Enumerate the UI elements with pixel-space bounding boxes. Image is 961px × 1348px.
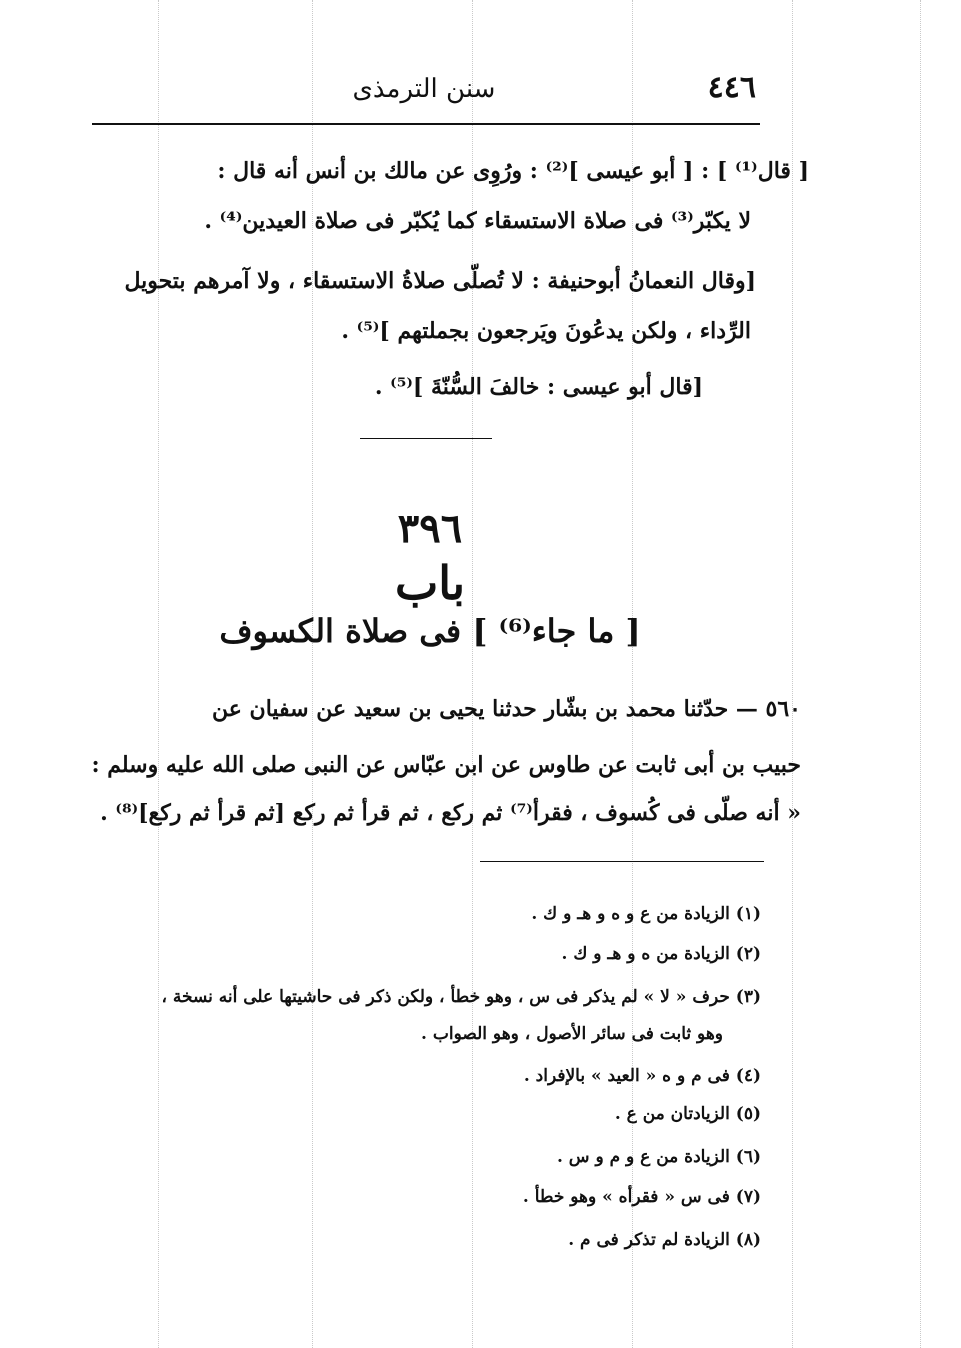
scan-grid-line xyxy=(920,0,921,1348)
footnote: (٨) الزيادة لم تذكر فى م . xyxy=(568,1230,761,1250)
scan-grid-line xyxy=(792,0,793,1348)
scan-grid-line xyxy=(158,0,159,1348)
page-number: ٤٤٦ xyxy=(707,70,756,105)
scan-grid-line xyxy=(632,0,633,1348)
hadith-line-1: ٥٦٠ — حدّثنا محمد بن بشّار حدثنا يحيى بن سعيد عن سفيان عن xyxy=(212,696,801,722)
running-title: سنن الترمذى xyxy=(352,74,496,104)
header-rule xyxy=(92,123,760,125)
footnote-separator xyxy=(480,861,764,862)
footnote: (٢) الزيادة من ه و هـ و ك . xyxy=(561,944,761,964)
body-line-5: [قال أبو عيسى : خالفَ السُّنّةَ ]⁽⁵⁾ . xyxy=(374,374,703,400)
body-line-2: لا يكبّر⁽³⁾ فى صلاة الاستسقاء كما يُكبّر فى صلاة العيدين⁽⁴⁾ . xyxy=(204,208,751,234)
body-line-3: [وقال النعمانُ أبوحنيفة : لا تُصلّى صلاةُ الاستسقاء ، ولا آمرهم بتحويل xyxy=(124,268,756,294)
body-line-4: الرِّداء ، ولكن يدعُونَ ويَرجعون بجملتهم ]⁽⁵⁾ . xyxy=(341,318,751,344)
hadith-line-3: « أنه صلّى فى كُسوف ، فقرأ⁽⁷⁾ ثم ركع ، ثم قرأ ثم ركع [ثم قرأ ثم ركع]⁽⁸⁾ . xyxy=(100,800,801,826)
body-line-1: [ قال⁽¹⁾ ] : [ أبو عيسى ]⁽²⁾ : ورُوِى عن مالك بن أنس أنه قال : xyxy=(217,158,809,184)
hadith-line-2: حبيب بن أبى ثابت عن طاوس عن ابن عبّاس عن النبى صلى الله عليه وسلم : xyxy=(91,752,801,778)
chapter-subtitle: [ ما جاء⁽⁶⁾ ] فى صلاة الكسوف xyxy=(219,612,641,650)
section-separator xyxy=(360,438,492,439)
scan-grid-line xyxy=(472,0,473,1348)
footnote: (١) الزيادة من ع و ه و هـ و ك . xyxy=(531,904,761,924)
footnote: (٤) فى م و ه « العيد » بالإفراد . xyxy=(523,1066,761,1086)
page-header xyxy=(92,64,756,120)
chapter-title: باب xyxy=(394,556,466,610)
footnote: (٥) الزيادتان من ع . xyxy=(614,1104,761,1124)
footnote: (٧) فى س « فقرأه » وهو خطأ . xyxy=(522,1187,761,1207)
chapter-number: ٣٩٦ xyxy=(397,505,463,552)
footnote: (٦) الزيادة من ع و م و س . xyxy=(556,1147,761,1167)
footnote: وهو ثابت فى سائر الأصول ، وهو الصواب . xyxy=(421,1024,723,1044)
scan-grid-line xyxy=(312,0,313,1348)
footnote: (٣) حرف « لا » لم يذكر فى س ، وهو خطأ ، ولكن ذكر فى حاشيتها على أنه نسخة ، xyxy=(161,987,761,1007)
